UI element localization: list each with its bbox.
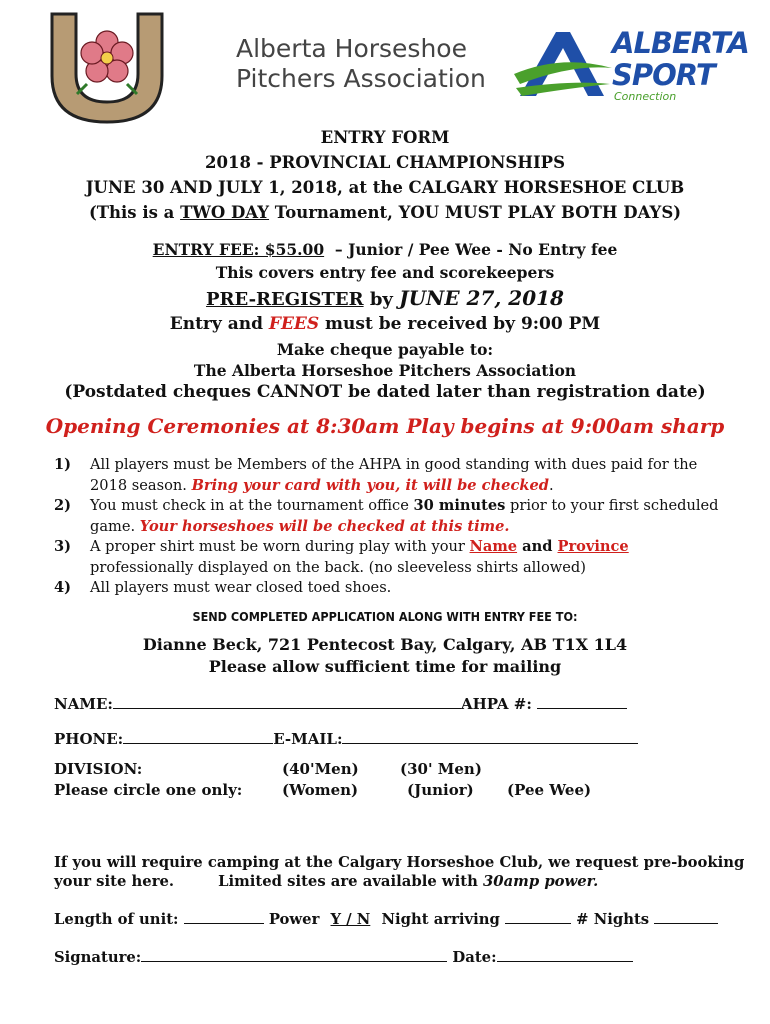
entry-fee: ENTRY FEE: $55.00 [152,240,325,259]
rule-item [54,455,734,496]
rule-number: 2) [54,497,72,514]
rule-text: You must check in at the tournament office [90,497,414,514]
division-40-men[interactable]: (40'Men) [282,760,359,778]
two-day-notice-emphasis: TWO DAY [180,203,270,222]
nights-count-field[interactable] [654,907,718,924]
ceremonies-banner: Opening Ceremonies at 8:30am Play begins at 9:00am sharp [45,414,725,438]
fees-received-fees: FEES [268,314,320,334]
cheque-payable-label: Make cheque payable to: [276,340,494,359]
rule-province-word: Province [557,538,629,555]
sport-logo-alberta: ALBERTA [612,26,749,60]
contact-row [54,727,638,748]
nights-count-label: # Nights [576,911,650,928]
rule-text: All players must be Members of the AHPA in good standing with dues paid for the 2018 season. [90,456,698,494]
two-day-notice-pre: (This is a [88,203,181,222]
sport-logo-sport: SPORT [612,58,715,92]
camping-limited: Limited sites are available with [218,873,483,890]
unit-length-field[interactable] [184,907,264,924]
rule-text-mid: prior to your first scheduled game. [90,497,719,535]
camping-note: If you will require camping at the Calgary Horseshoe Club, we request pre-booking [54,854,745,871]
rule-text: All players must wear closed toed shoes. [90,579,392,596]
circle-one-label: Please circle one only: [54,781,243,799]
rule-item [54,537,734,578]
camping-row [54,907,718,928]
camping-note-line2 [54,873,598,890]
rules-list [54,455,734,599]
rule-bold: 30 minutes [413,497,506,514]
rule-emphasis: Your horseshoes will be checked at this time. [139,517,510,535]
rule-number: 4) [54,579,72,596]
fees-received-pre: Entry and [169,314,269,334]
rule-item [54,496,734,537]
association-name [236,34,486,94]
email-label: E-MAIL: [273,730,343,748]
rule-text: A proper shirt must be worn during play with your [90,538,470,555]
camping-power: 30amp power. [482,873,599,890]
ahpa-number-field[interactable] [537,692,627,709]
cheque-payee: The Alberta Horseshoe Pitchers Association [193,361,577,380]
power-label: Power [268,911,320,928]
send-heading: SEND COMPLETED APPLICATION ALONG WITH ENTRY FEE TO: [192,609,578,624]
division-women[interactable]: (Women) [282,781,359,799]
division-label: DIVISION: [54,760,143,778]
two-day-notice-post: Tournament, YOU MUST PLAY BOTH DAYS) [269,203,682,222]
event-title: 2018 - PROVINCIAL CHAMPIONSHIPS [205,153,565,172]
postdated-note: (Postdated cheques CANNOT be dated later than registration date) [64,382,706,402]
sport-logo-connection: Connection [614,90,677,103]
division-pee-wee[interactable]: (Pee Wee) [507,781,592,799]
signature-label: Signature: [54,949,142,966]
unit-length-label: Length of unit: [54,911,179,928]
signature-field[interactable] [141,945,447,962]
division-30-men[interactable]: (30' Men) [400,760,482,778]
fee-covers: This covers entry fee and scorekeepers [215,263,555,282]
night-arriving-label: Night arriving [381,911,500,928]
two-day-notice [0,203,770,222]
rule-text-end: . [548,476,554,494]
rule-text-end: professionally displayed on the back. (no sleeveless shirts allowed) [90,558,586,576]
name-field[interactable] [113,692,461,709]
rule-name-word: Name [469,538,518,555]
preregister: PRE-REGISTER [206,289,364,310]
ahpa-horseshoe-logo [46,10,168,128]
mailing-address: Dianne Beck, 721 Pentecost Bay, Calgary, AB T1X 1L4 [142,635,628,654]
association-name-line1: Alberta Horseshoe [236,34,467,63]
rule-emphasis: Bring your card with you, it will be checked [191,476,549,494]
ahpa-number-label: AHPA #: [460,695,532,713]
date-field[interactable] [497,945,633,962]
junior-note: – Junior / Pee Wee - No Entry fee [334,240,618,259]
night-arriving-field[interactable] [505,907,571,924]
association-name-line2: Pitchers Association [236,64,486,93]
rule-and-word: and [517,538,558,555]
preregister-by: by [363,289,400,310]
phone-field[interactable] [123,727,273,744]
rule-number: 3) [54,538,72,555]
form-title: ENTRY FORM [320,128,450,147]
preregister-deadline: JUNE 27, 2018 [399,286,564,310]
email-field[interactable] [342,727,638,744]
entry-fee-line [0,240,770,259]
fees-received-post: must be received by 9:00 PM [319,314,601,334]
name-label: NAME: [54,695,113,713]
phone-label: PHONE: [54,730,124,748]
preregister-line [0,286,770,310]
division-junior[interactable]: (Junior) [407,781,474,799]
rule-number: 1) [54,456,72,473]
mailing-note: Please allow sufficient time for mailing [208,657,562,676]
fees-received-line [0,314,770,334]
power-yes-no-field[interactable]: Y / N [330,911,371,928]
signature-row [54,945,633,966]
rule-item [54,578,734,599]
camping-site-here: your site here. [54,873,175,890]
event-dates: JUNE 30 AND JULY 1, 2018, at the CALGARY HORSESHOE CLUB [85,178,685,197]
name-row [54,692,627,713]
date-label: Date: [452,949,497,966]
